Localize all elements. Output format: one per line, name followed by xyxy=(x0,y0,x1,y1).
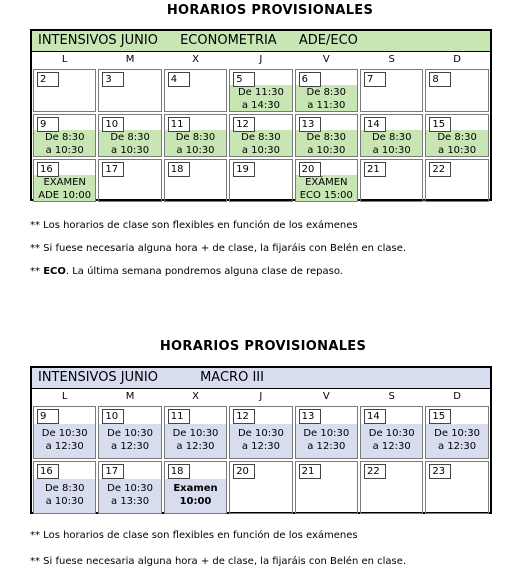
day-number: 18 xyxy=(168,162,190,177)
day-number: 8 xyxy=(429,72,451,87)
day-cell xyxy=(360,406,423,459)
day-number: 14 xyxy=(364,409,386,424)
day-number: 13 xyxy=(299,409,321,424)
day-header: M xyxy=(125,54,135,65)
day-number: 3 xyxy=(102,72,124,87)
session-time: De 11:30 a 14:30 xyxy=(237,87,284,111)
day-cell xyxy=(33,159,96,202)
session-time: EXAMEN ADE 10:00 xyxy=(38,177,92,201)
macro-calendar xyxy=(30,366,492,514)
day-header: V xyxy=(322,54,330,65)
day-cell xyxy=(164,69,227,112)
note-2: ** Si fuese necesaria alguna hora + de clase, la fijaráis con Belén en clase. xyxy=(30,243,407,254)
day-cell xyxy=(33,114,96,157)
day-header: V xyxy=(322,391,330,402)
session-time: De 8:30 a 10:30 xyxy=(437,132,477,156)
day-number: 10 xyxy=(102,117,124,132)
day-number: 17 xyxy=(102,464,124,479)
day-header: S xyxy=(388,391,395,402)
session-time: De 8:30 a 10:30 xyxy=(371,132,412,156)
day-header: S xyxy=(388,54,395,65)
day-cell xyxy=(425,406,488,459)
day-number: 7 xyxy=(364,72,386,87)
day-cell xyxy=(164,461,227,514)
day-number: 2 xyxy=(37,72,59,87)
top-page-title: HORARIOS PROVISIONALES xyxy=(166,3,374,18)
day-cell xyxy=(295,69,358,112)
header-course: INTENSIVOS JUNIO xyxy=(38,33,158,48)
calendar-header xyxy=(32,31,490,52)
day-header: D xyxy=(453,391,461,402)
session-time: De 8:30 a 10:30 xyxy=(306,132,347,156)
day-cell xyxy=(229,159,292,202)
econometria-calendar xyxy=(30,29,492,201)
day-number: 6 xyxy=(299,72,321,87)
session-time: De 10:30 a 12:30 xyxy=(303,428,350,452)
day-number: 9 xyxy=(37,409,59,424)
note-1: ** Los horarios de clase son flexibles en función de los exámenes xyxy=(30,530,358,541)
day-number: 22 xyxy=(429,162,451,177)
day-cell xyxy=(229,461,292,514)
bottom-page-title: HORARIOS PROVISIONALES xyxy=(159,339,367,354)
header-course: INTENSIVOS JUNIO xyxy=(38,370,158,385)
day-number: 16 xyxy=(37,162,59,177)
session-time: De 10:30 a 12:30 xyxy=(107,428,154,452)
day-number: 4 xyxy=(168,72,190,87)
day-cell xyxy=(360,461,423,514)
day-number: 19 xyxy=(233,162,255,177)
header-subject: MACRO III xyxy=(200,370,264,385)
day-number: 23 xyxy=(429,464,451,479)
session-time: De 10:30 a 12:30 xyxy=(237,428,284,452)
day-header: X xyxy=(192,391,199,402)
session-time: De 10:30 a 12:30 xyxy=(172,428,219,452)
day-cell xyxy=(33,69,96,112)
session-time: De 8:30 a 10:30 xyxy=(44,483,85,507)
day-number: 18 xyxy=(168,464,190,479)
day-cell xyxy=(295,406,358,459)
note-2: ** Si fuese necesaria alguna hora + de clase, la fijaráis con Belén en clase. xyxy=(30,556,407,567)
day-header: J xyxy=(259,391,263,402)
day-cell xyxy=(98,461,161,514)
day-number: 15 xyxy=(429,117,451,132)
day-cell xyxy=(229,114,292,157)
session-time: Examen 10:00 xyxy=(173,483,218,507)
day-cell xyxy=(98,69,161,112)
day-cell xyxy=(98,114,161,157)
calendar-header xyxy=(32,368,490,389)
day-cell xyxy=(360,159,423,202)
day-cell xyxy=(360,69,423,112)
day-number: 20 xyxy=(233,464,255,479)
day-cell xyxy=(33,461,96,514)
day-cell xyxy=(98,159,161,202)
day-cell xyxy=(425,69,488,112)
session-time: De 10:30 a 12:30 xyxy=(41,428,88,452)
note-3: ** ECO. La última semana pondremos alguna clase de repaso. xyxy=(30,266,343,277)
session-time: De 10:30 a 13:30 xyxy=(107,483,154,507)
day-header: X xyxy=(192,54,199,65)
session-time: De 8:30 a 10:30 xyxy=(110,132,150,156)
day-number: 14 xyxy=(364,117,386,132)
day-number: 10 xyxy=(102,409,124,424)
day-cell xyxy=(164,114,227,157)
header-subject: ECONOMETRIA xyxy=(180,33,277,48)
day-header: L xyxy=(61,54,68,65)
day-header: J xyxy=(259,54,263,65)
day-cell xyxy=(98,406,161,459)
day-number: 12 xyxy=(233,117,255,132)
day-number: 11 xyxy=(168,409,190,424)
day-cell xyxy=(164,159,227,202)
header-degree: ADE/ECO xyxy=(298,33,358,48)
session-time: De 8:30 a 10:30 xyxy=(241,132,281,156)
day-cell xyxy=(295,461,358,514)
day-number: 11 xyxy=(168,117,190,132)
day-number: 22 xyxy=(364,464,386,479)
day-number: 9 xyxy=(37,117,59,132)
day-number: 21 xyxy=(299,464,321,479)
day-header: M xyxy=(125,391,135,402)
day-cell xyxy=(425,114,488,157)
day-cell xyxy=(33,406,96,459)
day-cell xyxy=(425,159,488,202)
day-number: 20 xyxy=(299,162,321,177)
session-time: De 10:30 a 12:30 xyxy=(368,428,415,452)
session-time: De 8:30 a 10:30 xyxy=(175,132,216,156)
day-number: 12 xyxy=(233,409,255,424)
session-time: De 8:30 a 10:30 xyxy=(44,132,85,156)
day-cell xyxy=(229,406,292,459)
session-time: De 8:30 a 11:30 xyxy=(306,87,347,111)
session-time: De 10:30 a 12:30 xyxy=(434,428,481,452)
note-1: ** Los horarios de clase son flexibles en función de los exámenes xyxy=(30,220,358,231)
day-header: L xyxy=(61,391,68,402)
day-cell xyxy=(295,114,358,157)
day-header: D xyxy=(453,54,461,65)
day-cell xyxy=(360,114,423,157)
day-number: 13 xyxy=(299,117,321,132)
session-time: EXÁMEN ECO 15:00 xyxy=(299,177,353,201)
day-cell xyxy=(164,406,227,459)
day-number: 21 xyxy=(364,162,386,177)
day-cell xyxy=(295,159,358,202)
day-cell xyxy=(425,461,488,514)
day-number: 16 xyxy=(37,464,59,479)
day-cell xyxy=(229,69,292,112)
day-number: 5 xyxy=(233,72,255,87)
day-number: 15 xyxy=(429,409,451,424)
day-number: 17 xyxy=(102,162,124,177)
